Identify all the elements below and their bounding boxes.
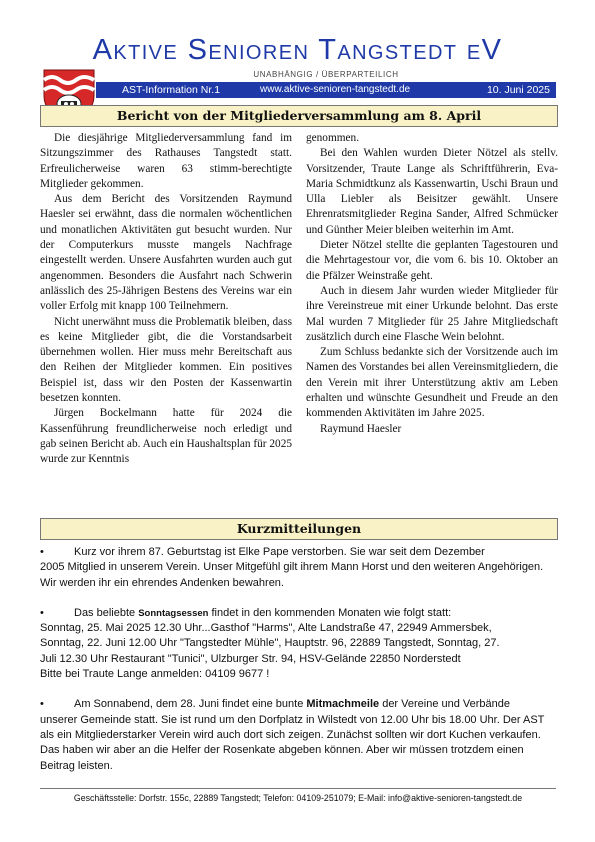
item-line: Bitte bei Traute Lange anmelden: 04109 9677 ! xyxy=(40,668,270,681)
item-lead: Das beliebte xyxy=(74,606,139,619)
report-signature: Raymund Haesler xyxy=(320,422,402,435)
report-right-column xyxy=(306,131,558,437)
bullet: • xyxy=(40,546,44,558)
footer-divider xyxy=(40,788,556,789)
footer-contact: Geschäftsstelle: Dorfstr. 155c, 22889 Tangstedt; Telefon: 04109-251079; E-Mail: info@aktive-senioren-tangstedt.de xyxy=(73,793,523,803)
report-paragraph: Dieter Nötzel stellte die geplanten Tagestouren und die Mehrtagestour vor, die vom 6. bis 10. Oktober an die Pfälzer Weinstraße geht. xyxy=(306,239,558,282)
tagline: UNABHÄNGIG / ÜBERPARTEILICH xyxy=(253,70,399,79)
report-paragraph: Aus dem Bericht des Vorsitzenden Raymund Haesler sei erwähnt, dass die normalen wöchentlichen und monatlichen Aktivitäten gut besucht wurden. Nur der Computerkurs musste mangels Nachfrage eingestellt werden. Unsere Ausfahrten wurden auch gut angenommen. Besonders die Ausfahrt nach Schwerin anlässlich des 25-Jährigen Bestens des Vereins war ein voller Erfolg mit knapp 100 Teilnehmern. xyxy=(40,193,292,313)
report-paragraph: Die diesjährige Mitgliederversammlung fand im Sitzungszimmer des Rathauses Tangstedt statt. Erfreulicherweise waren 63 stimm-berechtigte Mitglieder gekommen. xyxy=(40,132,292,190)
report-paragraph: Nicht unerwähnt muss die Problematik bleiben, dass es keine Mitglieder gibt, die die Vorstandsarbeit übernehmen wollen. Hier muss mehr Bereitschaft aus den Reihen der Mitglieder kommen. Ein positives Beispiel ist, dass wir den Posten der Kassenwartin besetzen konnten. xyxy=(40,315,292,405)
item-highlight: Sonntagsessen xyxy=(138,607,209,619)
item-line: Juli 12.30 Uhr Restaurant "Tunici", Ulzburger Str. 94, HSV-Gelände 22850 Norderstedt xyxy=(40,652,461,665)
list-item xyxy=(40,697,556,773)
item-line: Sonntag, 25. Mai 2025 12.30 Uhr...Gasthof "Harms", Alte Landstraße 47, 22949 Ammersbek, xyxy=(40,622,492,635)
item-lead-end: der Vereine und Verbände xyxy=(379,698,511,711)
report-paragraph: Auch in diesem Jahr wurden wieder Mitglieder für ihre Vereinstreue mit einer Urkunde belohnt. Das erste Mal wurden 7 Mitglieder für 25 Jahre Mitgliedschaft zusätzlich durch eine Flasche Wein belohnt. xyxy=(306,284,558,343)
bullet: • xyxy=(40,698,44,711)
newsletter-title: Aktive Senioren Tangstedt eV xyxy=(92,34,503,66)
issue-date: 10. Juni 2025 xyxy=(486,84,550,96)
report-left-column xyxy=(40,131,292,468)
item-lead-end: findet in den kommenden Monaten wie folgt statt: xyxy=(208,606,452,619)
list-item xyxy=(40,606,556,682)
item-highlight: Mitmachmeile xyxy=(306,698,380,711)
issue-number: AST-Information Nr.1 xyxy=(122,84,221,96)
item-lead: Am Sonnabend, dem 28. Juni findet eine bunte xyxy=(74,698,307,711)
report-continuation: genommen. xyxy=(306,132,360,144)
bullet: • xyxy=(40,606,44,619)
short-news-heading: Kurzmitteilungen xyxy=(40,518,558,540)
report-heading: Bericht von der Mitgliederversammlung am 8. April xyxy=(40,105,558,127)
item-line: Sonntag, 22. Juni 12.00 Uhr "Tangstedter Mühle", Hauptstr. 96, 22889 Tangstedt, Sonntag, 27. xyxy=(40,637,500,650)
info-bar xyxy=(96,82,556,98)
short-news-list xyxy=(40,545,556,789)
list-item xyxy=(40,545,556,591)
report-paragraph: Jürgen Bockelmann hatte für 2024 die Kassenführung freundlicherweise noch erledigt und gab seinen Bericht ab. Auch ein Haushaltsplan für 2025 wurde zur Kenntnis xyxy=(40,407,292,466)
website-link[interactable]: www.aktive-senioren-tangstedt.de xyxy=(260,84,411,95)
report-paragraph: Zum Schluss bedankte sich der Vorsitzende auch im Namen des Vorstandes bei allen Vereinsmitgliedern, die den Verein mit ihrer Unterstützung aktiv am Leben erhalten und wünschte Gesundheit und Freude an den kommenden Aktivitäten im Jahre 2025. xyxy=(306,346,558,420)
item-text: unserer Gemeinde statt. Sie ist rund um den Dorfplatz in Wilstedt von 12.00 Uhr bis 18.00 Uhr. Der AST als ein Mitgliederstarker Verein wird auch dort sich zeigen. Zunächst sollten wir dort Kuchen verkaufen. Das haben wir aber an die Helfer der Rosenkate abgeben können. Aber wir müssen trotzdem einen Beitrag leisten. xyxy=(40,713,545,772)
item-text: 2005 Mitglied in unserem Verein. Unser Mitgefühl gilt ihrem Mann Horst und den weiteren Angehörigen. Wir werden ihr ein ehrendes Andenken bewahren. xyxy=(40,561,544,589)
report-paragraph: Bei den Wahlen wurden Dieter Nötzel als stellv. Vorsitzender, Traute Lange als Schriftführerin, Eva-Maria Schmidtkunz als Kassenwartin, Uschi Braun und Ulla Liebler als Beisitzer gewählt. Unsere Ehrenratsmitglieder Regina Sander, Alfred Schmücker und Günther Meier bleiben weiterhin im Amt. xyxy=(306,147,558,236)
item-lead: Kurz vor ihrem 87. Geburtstag ist Elke Pape verstorben. Sie war seit dem Dezember xyxy=(74,546,485,558)
